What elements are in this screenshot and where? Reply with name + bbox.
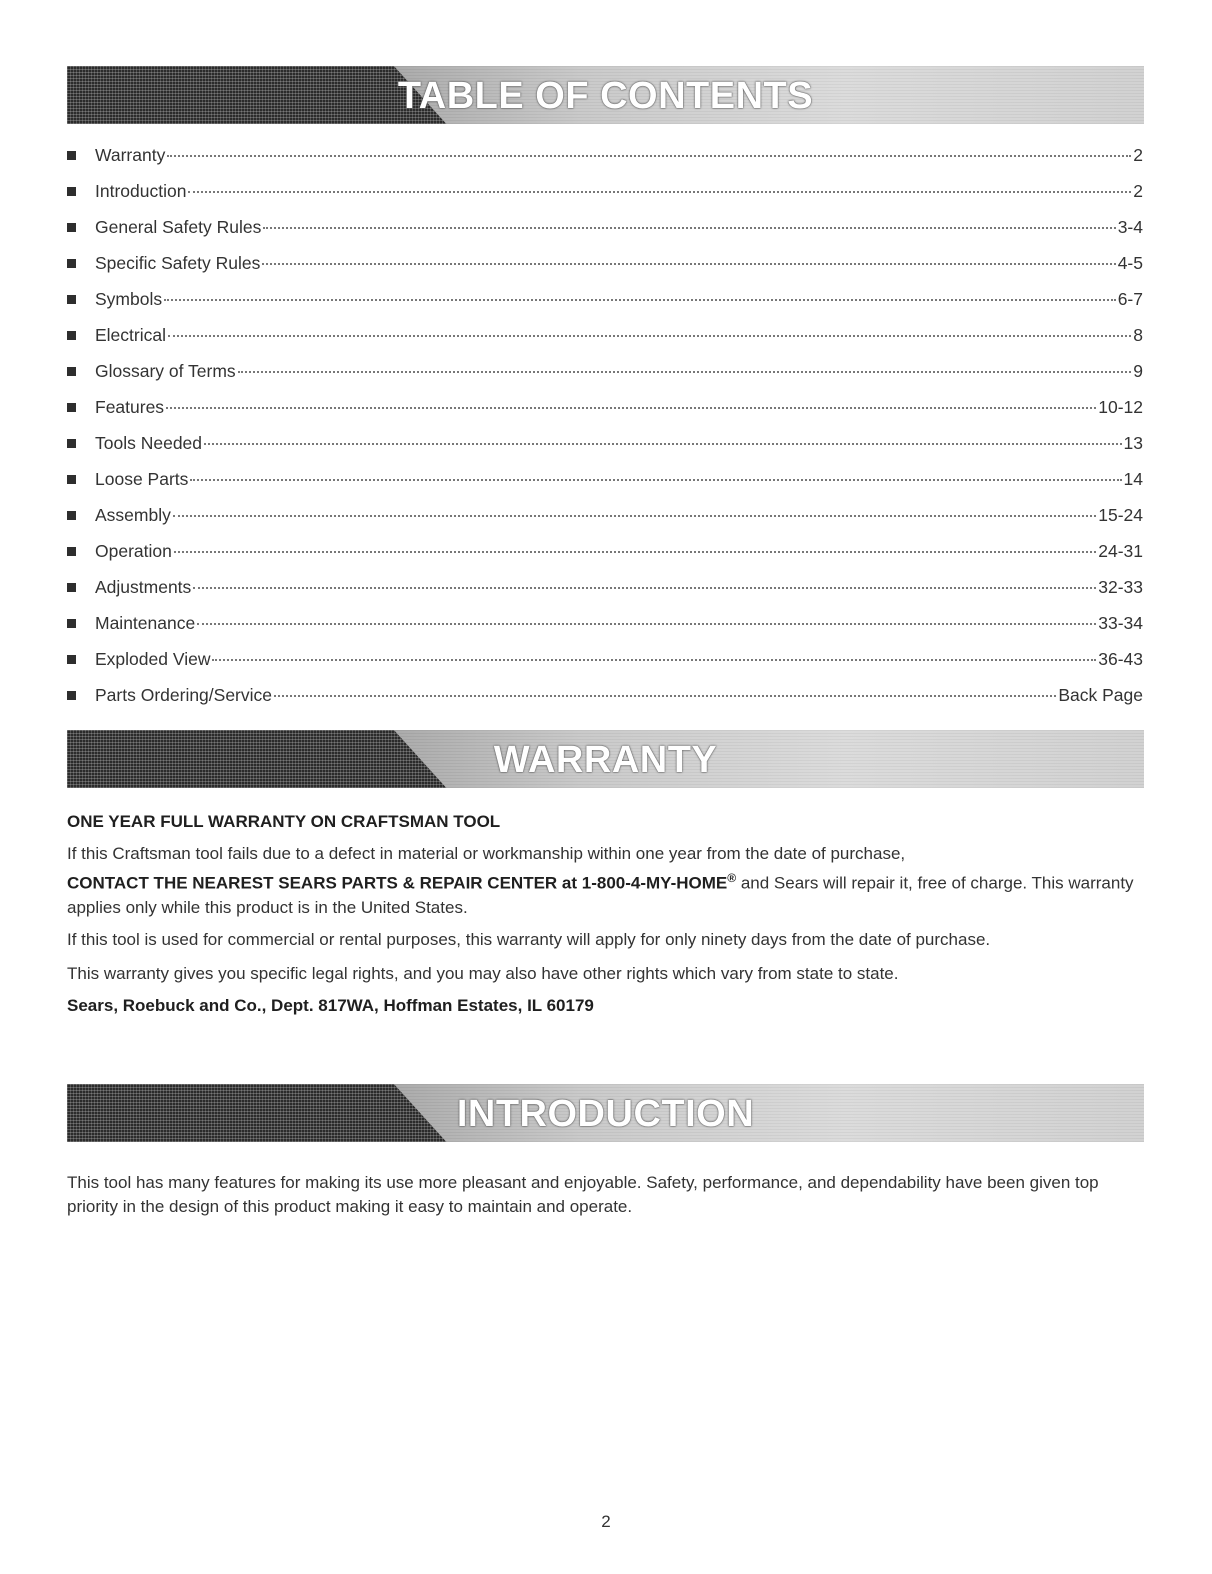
toc-item [67,217,1143,253]
introduction-title: INTRODUCTION [456,1093,755,1135]
dot-leader [190,479,1121,481]
toc-item [67,325,1143,361]
square-bullet-icon [67,511,76,520]
toc-item-label: Adjustments [95,577,192,597]
toc-item-label: General Safety Rules [95,217,262,237]
toc-item [67,289,1143,325]
toc-item-page: 13 [1123,433,1143,453]
warranty-paragraph-1 [67,842,1147,920]
warranty-section [67,810,1147,1018]
square-bullet-icon [67,655,76,664]
toc-item [67,145,1143,181]
toc-list [67,145,1143,721]
dot-leader [173,515,1096,517]
warranty-paragraph-3: This warranty gives you specific legal rights, and you may also have other rights which vary from state to state. [67,963,899,983]
toc-item-label: Exploded View [95,649,211,669]
toc-item [67,505,1143,541]
introduction-text: This tool has many features for making its use more pleasant and enjoyable. Safety, performance, and dependability have been given top priority in the design of this product making it easy to maintain and operate. [67,1173,1099,1216]
square-bullet-icon [67,439,76,448]
square-bullet-icon [67,187,76,196]
toc-item-label: Warranty [95,145,166,165]
dot-leader [262,263,1115,265]
dot-leader [197,623,1096,625]
toc-item-page: 3-4 [1117,217,1143,237]
toc-item [67,613,1143,649]
dot-leader [188,191,1131,193]
dot-leader [168,335,1131,337]
square-bullet-icon [67,151,76,160]
toc-item-page: 10-12 [1098,397,1143,417]
toc-item-page: Back Page [1058,685,1143,705]
warranty-p1-start: If this Craftsman tool fails due to a defect in material or workmanship within one year from the date of purchase, [67,844,906,863]
square-bullet-icon [67,475,76,484]
toc-item-label: Introduction [95,181,187,201]
toc-item-page: 4-5 [1117,253,1143,273]
toc-item [67,541,1143,577]
square-bullet-icon [67,295,76,304]
toc-item-page: 24-31 [1098,541,1143,561]
dot-leader [193,587,1096,589]
registered-mark: ® [727,871,737,885]
toc-item [67,469,1143,505]
warranty-paragraph-2: If this tool is used for commercial or rental purposes, this warranty will apply for only ninety days from the date of purchase. [67,929,991,949]
dot-leader [174,551,1096,553]
toc-item-page: 15-24 [1098,505,1143,525]
square-bullet-icon [67,331,76,340]
dot-leader [263,227,1115,229]
square-bullet-icon [67,691,76,700]
toc-item-label: Electrical [95,325,166,345]
square-bullet-icon [67,583,76,592]
toc-item-page: 36-43 [1098,649,1143,669]
square-bullet-icon [67,223,76,232]
toc-title: TABLE OF CONTENTS [397,75,814,117]
toc-item [67,685,1143,721]
toc-item-label: Parts Ordering/Service [95,685,273,705]
toc-item-label: Maintenance [95,613,196,633]
toc-item-page: 2 [1133,181,1143,201]
toc-banner [67,66,1144,124]
toc-item-label: Loose Parts [95,469,189,489]
toc-item [67,397,1143,433]
toc-item [67,361,1143,397]
toc-item-label: Tools Needed [95,433,203,453]
warranty-heading: ONE YEAR FULL WARRANTY ON CRAFTSMAN TOOL [67,812,501,831]
square-bullet-icon [67,259,76,268]
dot-leader [238,371,1132,373]
toc-item-label: Operation [95,541,172,561]
toc-item-page: 2 [1133,145,1143,165]
dot-leader [164,299,1116,301]
toc-item [67,181,1143,217]
toc-item-label: Specific Safety Rules [95,253,261,273]
toc-item-label: Features [95,397,165,417]
dot-leader [212,659,1096,661]
toc-item-page: 9 [1133,361,1143,381]
toc-item [67,253,1143,289]
dot-leader [274,695,1056,697]
square-bullet-icon [67,619,76,628]
dot-leader [167,155,1131,157]
dot-leader [204,443,1122,445]
toc-item-page: 14 [1123,469,1143,489]
dot-leader [166,407,1096,409]
toc-item-label: Assembly [95,505,171,525]
page-number: 2 [601,1512,611,1531]
toc-item-page: 6-7 [1117,289,1143,309]
toc-item-label: Glossary of Terms [95,361,236,381]
toc-item-page: 32-33 [1098,577,1143,597]
toc-item [67,649,1143,685]
warranty-banner [67,730,1144,788]
warranty-title: WARRANTY [493,739,718,781]
toc-item [67,433,1143,469]
square-bullet-icon [67,547,76,556]
warranty-address: Sears, Roebuck and Co., Dept. 817WA, Hoffman Estates, IL 60179 [67,995,594,1015]
square-bullet-icon [67,367,76,376]
toc-item-page: 8 [1133,325,1143,345]
square-bullet-icon [67,403,76,412]
introduction-banner [67,1084,1144,1142]
toc-item [67,577,1143,613]
warranty-p1-end: and Sears will repair it, free of charge. This warranty applies only while this product is in the United States. [67,873,1134,917]
toc-item-label: Symbols [95,289,163,309]
introduction-section [67,1171,1107,1219]
warranty-contact: CONTACT THE NEAREST SEARS PARTS & REPAIR CENTER at 1-800-4-MY-HOME [67,873,728,893]
toc-item-page: 33-34 [1098,613,1143,633]
